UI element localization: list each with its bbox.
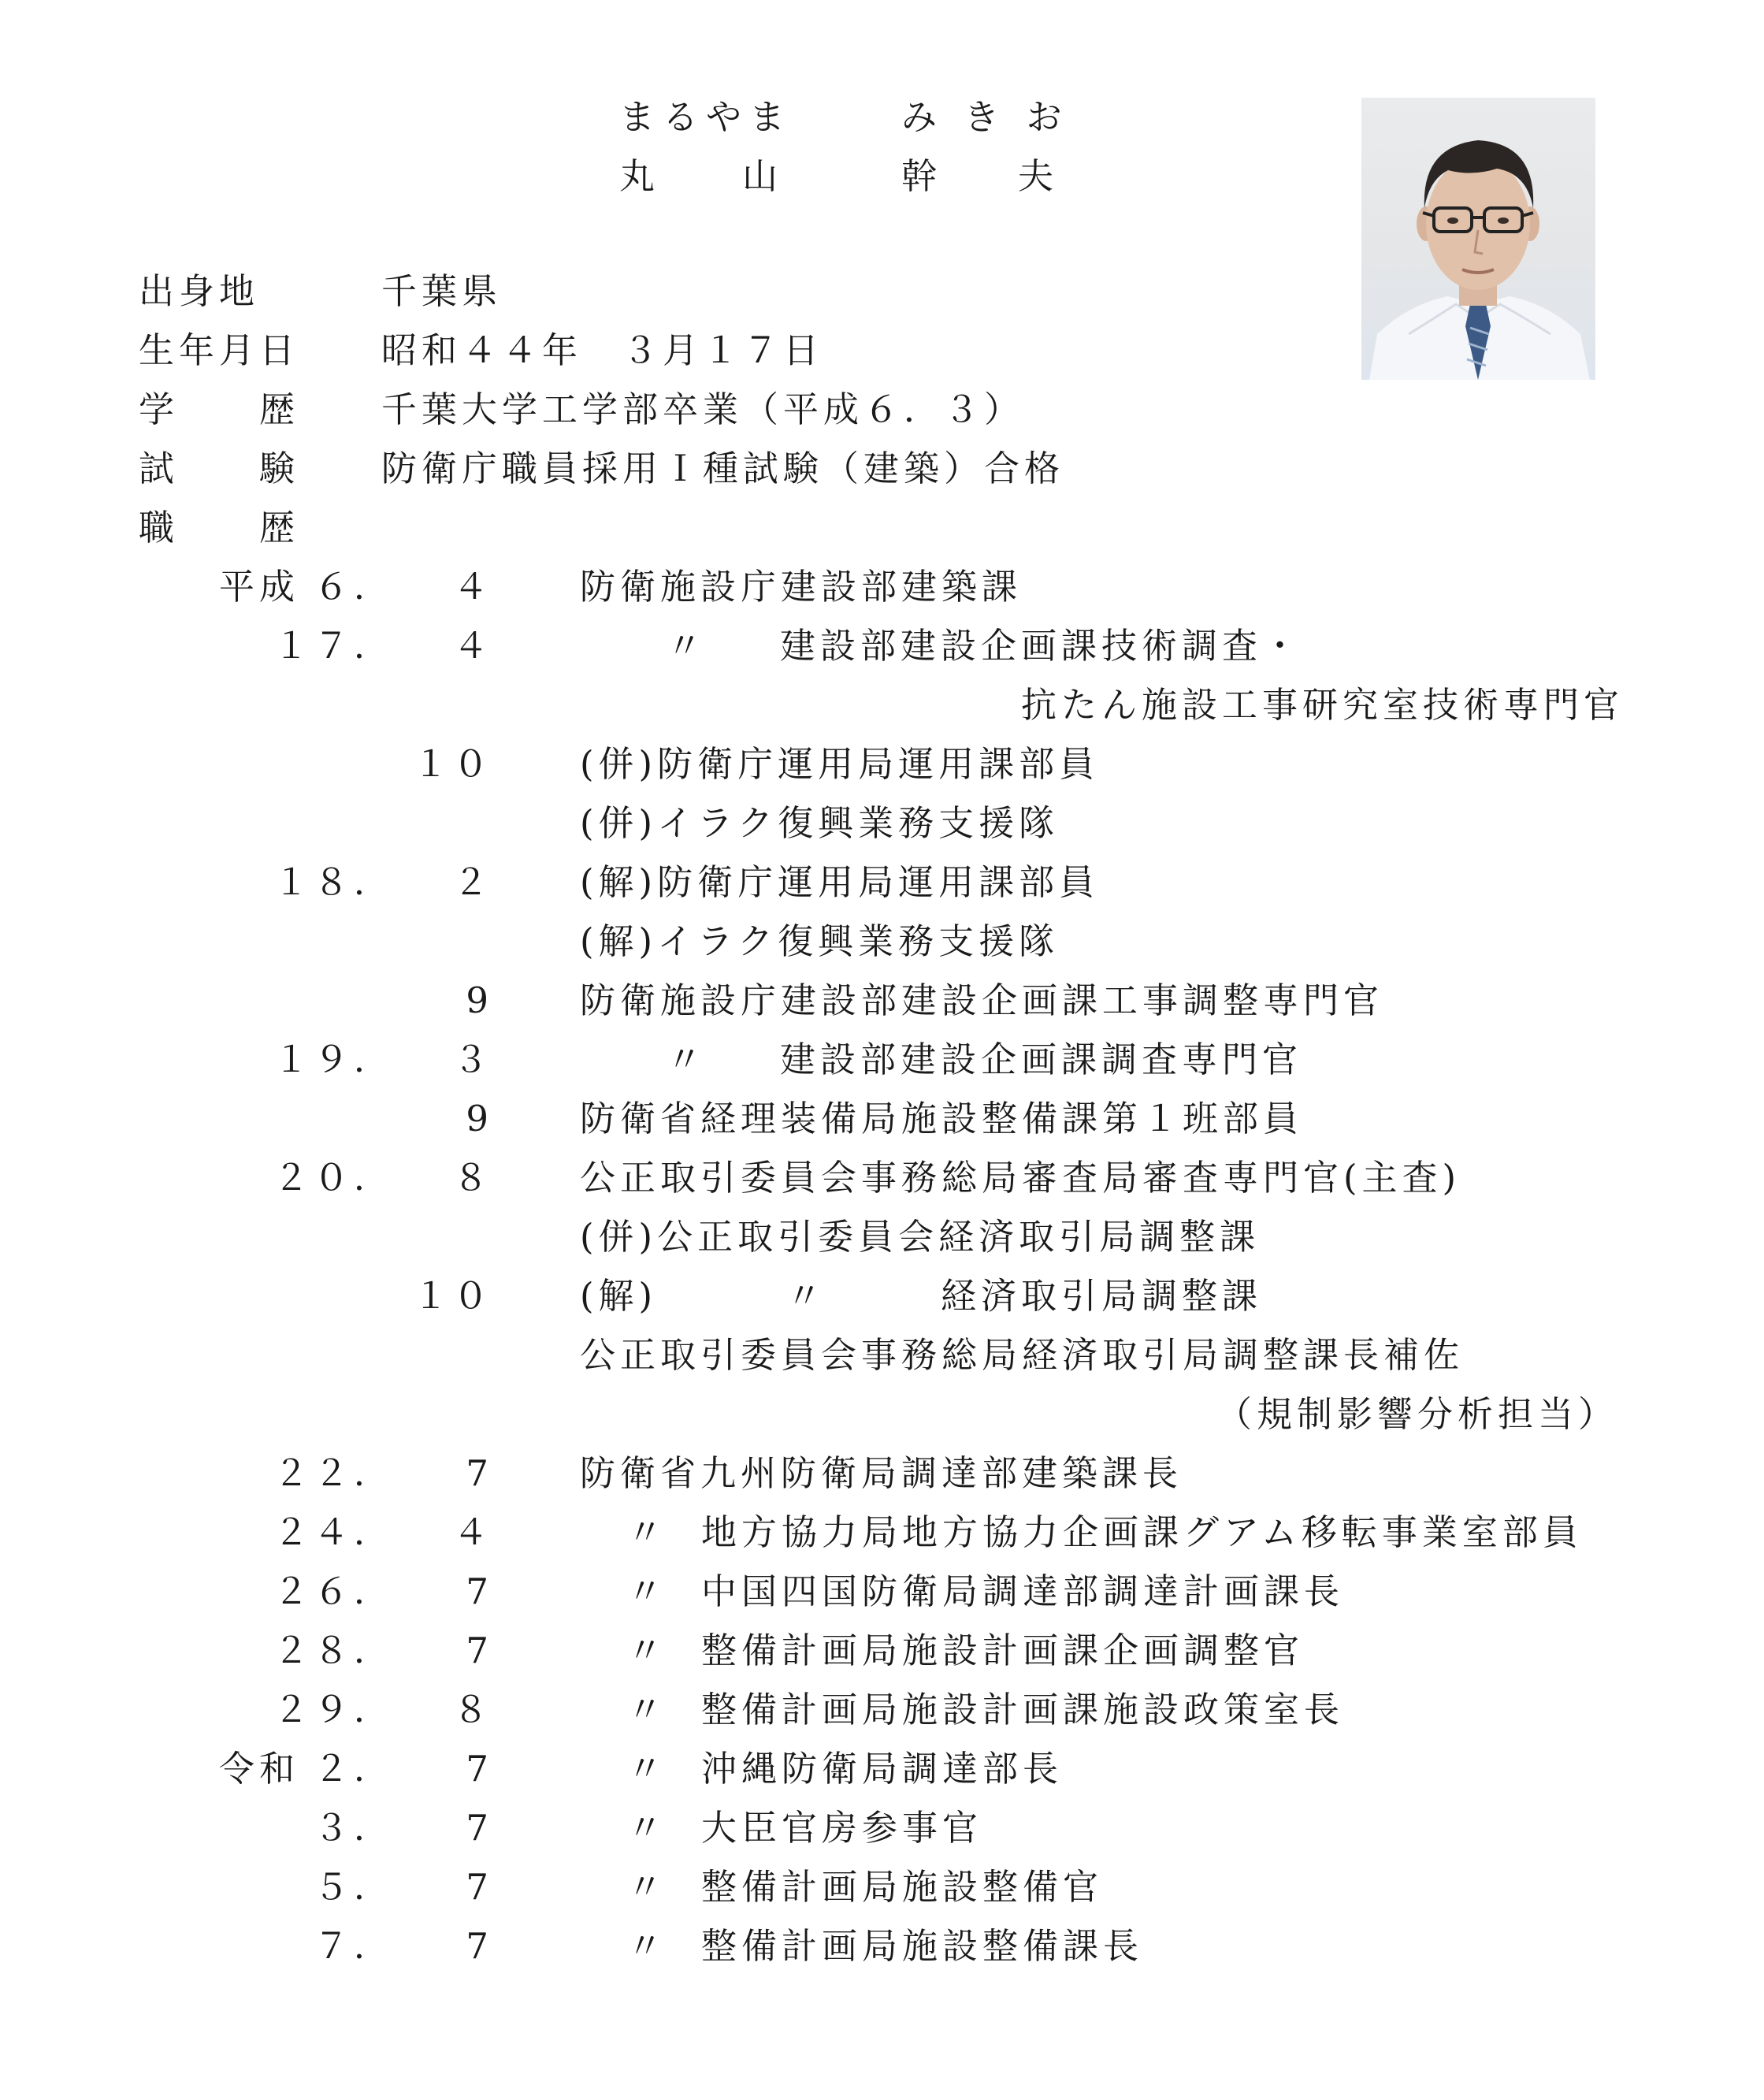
value-exam: 防衛庁職員採用Ｉ種試験（建築）合格 [381, 448, 1065, 489]
career-month: １０ [412, 1275, 493, 1317]
career-desc-cont: (併)公正取引委員会経済取引局調整課 [580, 1216, 1261, 1258]
career-year: ５． [313, 1866, 394, 1908]
portrait-photo [1361, 98, 1595, 380]
name-kanji-given-1: 幹 [901, 155, 942, 197]
career-desc: 地方協力局地方協力企画課グアム移転事業室部員 [701, 1511, 1583, 1553]
career-month: ２ [452, 861, 493, 903]
label-education: 学 歴 [139, 388, 300, 430]
career-year: ２８． [273, 1630, 394, 1671]
career-desc: 防衛省経理装備局施設整備課第１班部員 [580, 1098, 1304, 1139]
ditto-mark: 〃 [627, 1807, 668, 1849]
career-month: ４ [452, 566, 493, 608]
career-month: 7 [466, 1925, 493, 1967]
ditto-mark: 〃 [627, 1925, 668, 1967]
career-desc: 中国四国防衛局調達部調達計画課長 [701, 1570, 1345, 1612]
career-year: ２４． [273, 1511, 394, 1553]
career-year: ７． [313, 1925, 394, 1967]
value-education: 千葉大学工学部卒業（平成６．３） [381, 388, 1025, 430]
ditto-mark: 〃 [786, 1275, 827, 1317]
career-month: 9 [466, 979, 493, 1021]
career-desc-cont: 抗たん施設工事研究室技術専門官 [1021, 684, 1625, 726]
career-year: ３． [313, 1807, 394, 1849]
career-month: 7 [466, 1630, 493, 1671]
career-month: ４ [452, 1511, 493, 1553]
career-year: １８． [273, 861, 394, 903]
career-desc: 防衛省九州防衛局調達部建築課長 [580, 1452, 1183, 1494]
career-year: １７． [273, 625, 394, 667]
name-kana-family: まるやま [619, 96, 793, 138]
career-desc: 建設部建設企画課調査専門官 [780, 1039, 1303, 1080]
career-year: ２６． [273, 1570, 394, 1612]
career-desc-cont: (併)イラク復興業務支援隊 [580, 802, 1060, 844]
portrait-photo-icon [1361, 98, 1595, 380]
name-kanji-family-1: 丸 [619, 155, 660, 197]
career-desc: 整備計画局施設計画課企画調整官 [701, 1630, 1305, 1671]
career-year: ２０． [273, 1157, 394, 1199]
career-desc: 経済取引局調整課 [941, 1275, 1263, 1317]
career-month: 9 [466, 1098, 493, 1139]
career-month: ４ [452, 625, 493, 667]
career-month: 7 [466, 1452, 493, 1494]
ditto-mark: 〃 [627, 1866, 668, 1908]
career-desc: 整備計画局施設計画課施設政策室長 [701, 1689, 1345, 1730]
name-kanji-family-2: 山 [742, 155, 783, 197]
career-year: １９． [273, 1039, 394, 1080]
label-birthdate: 生年月日 [139, 329, 300, 371]
career-year: ２． [313, 1748, 394, 1790]
career-month: ８ [452, 1157, 493, 1199]
ditto-mark: 〃 [627, 1511, 668, 1553]
career-desc: (併)防衛庁運用局運用課部員 [580, 743, 1100, 785]
ditto-mark: 〃 [667, 625, 707, 667]
career-month: 7 [466, 1866, 493, 1908]
label-birthplace: 出身地 [139, 270, 260, 312]
name-kanji-given-2: 夫 [1018, 155, 1059, 197]
career-desc: 沖縄防衛局調達部長 [701, 1748, 1064, 1790]
career-desc: 建設部建設企画課技術調査・ [780, 625, 1303, 667]
value-birthdate: 昭和４４年 ３月１７日 [381, 329, 824, 371]
ditto-mark: 〃 [667, 1039, 707, 1080]
career-desc: 大臣官房参事官 [701, 1807, 983, 1849]
career-month: 7 [466, 1807, 493, 1849]
career-era-reiwa: 令和 [219, 1748, 300, 1790]
career-desc-cont: (解)イラク復興業務支援隊 [580, 920, 1060, 962]
career-year: ２２． [273, 1452, 394, 1494]
career-month: ３ [452, 1039, 493, 1080]
career-month: ８ [452, 1689, 493, 1730]
career-desc: 整備計画局施設整備官 [701, 1866, 1104, 1908]
value-birthplace: 千葉県 [381, 270, 503, 312]
career-desc: (解)防衛庁運用局運用課部員 [580, 861, 1100, 903]
career-desc: 整備計画局施設整備課長 [701, 1925, 1144, 1967]
ditto-mark: 〃 [627, 1748, 668, 1790]
ditto-mark: 〃 [627, 1689, 668, 1730]
name-kana-given: み き お [901, 96, 1070, 138]
career-month: 7 [466, 1748, 493, 1790]
career-desc-cont: 公正取引委員会事務総局経済取引局調整課長補佐 [580, 1334, 1465, 1376]
career-year: ６． [313, 566, 394, 608]
ditto-mark: 〃 [627, 1630, 668, 1671]
career-prefix: (解) [580, 1275, 658, 1317]
label-career: 職 歴 [139, 507, 300, 548]
label-exam: 試 験 [139, 448, 300, 489]
career-era-heisei: 平成 [219, 566, 300, 608]
career-year: ２９． [273, 1689, 394, 1730]
career-month: 7 [466, 1570, 493, 1612]
career-desc: 公正取引委員会事務総局審査局審査専門官(主査) [580, 1157, 1461, 1199]
career-desc-cont: （規制影響分析担当） [1216, 1393, 1619, 1435]
career-desc: 防衛施設庁建設部建設企画課工事調整専門官 [580, 979, 1384, 1021]
career-month: １０ [412, 743, 493, 785]
career-desc: 防衛施設庁建設部建築課 [580, 566, 1023, 608]
ditto-mark: 〃 [627, 1570, 668, 1612]
